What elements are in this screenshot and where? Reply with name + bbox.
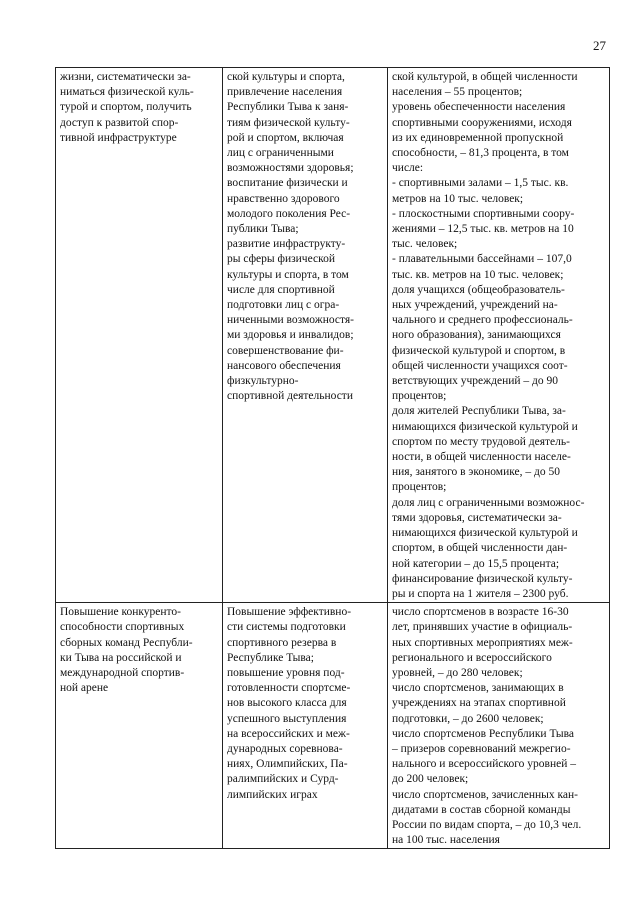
cell-text-line: лимпийских играх: [227, 788, 318, 801]
cell-text-line: спортивного резерва в: [227, 636, 337, 649]
cell-text-line: России по видам спорта, – до 10,3 чел.: [392, 818, 582, 831]
cell-text-line: число спортсменов Республики Тыва: [392, 727, 575, 740]
cell-text-line: возможностями здоровья;: [227, 162, 354, 175]
program-goals-table: [55, 67, 610, 849]
cell-text-line: спортом по месту трудовой деятель-: [392, 435, 570, 448]
cell-text-line: привлечение населения: [227, 86, 343, 99]
cell-text-line: доступ к развитой спор-: [60, 116, 179, 129]
cell-text-line: лет, принявших участие в официаль-: [392, 621, 573, 634]
cell-text-line: нравственно здорового: [227, 192, 340, 205]
cell-text-line: доля учащихся (общеобразователь-: [392, 283, 565, 296]
cell-text-line: физкультурно-: [227, 375, 299, 388]
cell-text-line: из их единовременной пропускной: [392, 131, 564, 144]
cell-text-line: турой и спортом, получить: [60, 101, 192, 114]
cell-text-line: числе:: [392, 162, 424, 175]
page-number: 27: [593, 38, 606, 53]
cell-text-line: ры сферы физической: [227, 253, 335, 266]
cell-text-line: Повышение эффективно-: [227, 606, 352, 619]
cell-text-line: нансового обеспечения: [227, 359, 341, 372]
cell-text-line: – призеров соревнований межрегио-: [392, 742, 571, 755]
cell-text-line: сборных команд Республи-: [60, 636, 193, 649]
cell-text-line: чального и среднего профессиональ-: [392, 314, 573, 327]
cell-text-line: ной категории – до 15,5 процента;: [392, 557, 560, 570]
cell-text-line: Республики Тыва к заня-: [227, 101, 349, 114]
cell-text-line: тивной инфраструктуре: [60, 131, 177, 144]
cell-text-line: ния, занятого в экономике, – до 50: [392, 466, 560, 479]
cell-text-line: ки Тыва на российской и: [60, 651, 182, 664]
cell-text-line: нимающихся физической культурой и: [392, 527, 578, 540]
cell-text-line: регионального и всероссийского: [392, 651, 552, 664]
cell-text-line: ниях, Олимпийских, Па-: [227, 758, 348, 771]
cell-text-line: уровень обеспеченности населения: [392, 101, 566, 114]
cell-text-line: - плавательными бассейнами – 107,0: [392, 253, 572, 266]
cell-text-line: подготовки, – до 2600 человек;: [392, 712, 544, 725]
cell-text-line: международной спортив-: [60, 666, 185, 679]
cell-text-line: процентов;: [392, 390, 447, 403]
cell-text-line: способности, – 81,3 процента, в том: [392, 147, 569, 160]
cell-text-line: нального и всероссийского уровней –: [392, 758, 576, 771]
cell-text-line: Республике Тыва;: [227, 651, 314, 664]
indicators-cell: [388, 68, 610, 603]
cell-text-line: сти системы подготовки: [227, 621, 346, 634]
cell-text-line: тиям физической культу-: [227, 116, 350, 129]
cell-text-line: ралимпийских и Сурд-: [227, 773, 339, 786]
table-row: [56, 603, 610, 849]
cell-text-line: успешного выступления: [227, 712, 347, 725]
cell-text-line: тыс. человек;: [392, 238, 458, 251]
cell-text-line: ской культурой, в общей численности: [392, 71, 578, 83]
cell-text-line: подготовки лиц с огра-: [227, 299, 340, 312]
cell-text-line: жизни, систематически за-: [60, 71, 191, 83]
cell-text-line: числе для спортивной: [227, 283, 335, 296]
cell-text-line: процентов;: [392, 481, 447, 494]
cell-text-line: спортивной деятельности: [227, 390, 353, 403]
tasks-cell: [223, 603, 388, 849]
cell-text-line: ветствующих учреждений – до 90: [392, 375, 559, 388]
cell-text-line: ной арене: [60, 682, 109, 695]
cell-text-line: - спортивными залами – 1,5 тыс. кв.: [392, 177, 569, 190]
cell-text-line: населения – 55 процентов;: [392, 86, 523, 99]
cell-text-line: нимающихся физической культурой и: [392, 420, 578, 433]
cell-text-line: жениями – 12,5 тыс. кв. метров на 10: [392, 223, 574, 236]
cell-text-line: спортом, в общей численности дан-: [392, 542, 568, 555]
cell-text-line: уровней, – до 280 человек;: [392, 666, 523, 679]
indicators-cell: [388, 603, 610, 849]
goal-cell: [56, 603, 223, 849]
cell-text-line: публики Тыва;: [227, 223, 299, 236]
cell-text-line: общей численности учащихся соот-: [392, 359, 568, 372]
cell-text-line: повышение уровня под-: [227, 666, 345, 679]
cell-text-line: на 100 тыс. населения: [392, 834, 500, 847]
goal-cell: [56, 68, 223, 603]
cell-text-line: готовленности спортсме-: [227, 682, 351, 695]
cell-text-line: спортивными сооружениями, исходя: [392, 116, 572, 129]
cell-text-line: воспитание физически и: [227, 177, 348, 190]
cell-text-line: финансирование физической культу-: [392, 572, 573, 585]
cell-text-line: Повышение конкуренто-: [60, 606, 182, 619]
cell-text-line: ности, в общей численности населе-: [392, 451, 571, 464]
cell-text-line: метров на 10 тыс. человек;: [392, 192, 524, 205]
cell-text-line: нов высокого класса для: [227, 697, 347, 710]
cell-text-line: ниченными возможностя-: [227, 314, 354, 327]
cell-text-line: число спортсменов в возрасте 16-30: [392, 606, 569, 619]
cell-text-line: ных учреждений, учреждений на-: [392, 299, 558, 312]
cell-text-line: доля лиц с ограниченными возможнос-: [392, 496, 585, 509]
cell-text-line: число спортсменов, зачисленных кан-: [392, 788, 578, 801]
cell-text-line: доля жителей Республики Тыва, за-: [392, 405, 566, 418]
cell-text-line: совершенствование фи-: [227, 344, 344, 357]
cell-text-line: ми здоровья и инвалидов;: [227, 329, 354, 342]
cell-text-line: - плоскостными спортивными соору-: [392, 207, 575, 220]
cell-text-line: молодого поколения Рес-: [227, 207, 351, 220]
cell-text-line: физической культурой и спортом, в: [392, 344, 566, 357]
cell-text-line: тями здоровья, систематически за-: [392, 511, 562, 524]
cell-text-line: ного образования), занимающихся: [392, 329, 561, 342]
cell-text-line: дународных соревнова-: [227, 742, 343, 755]
cell-text-line: ской культуры и спорта,: [227, 71, 345, 83]
table-row: [56, 68, 610, 603]
cell-text-line: ниматься физической куль-: [60, 86, 194, 99]
cell-text-line: число спортсменов, занимающих в: [392, 682, 564, 695]
cell-text-line: ры и спорта на 1 жителя – 2300 руб.: [392, 587, 569, 600]
cell-text-line: на всероссийских и меж-: [227, 727, 350, 740]
cell-text-line: рой и спортом, включая: [227, 131, 344, 144]
cell-text-line: развитие инфраструкту-: [227, 238, 346, 251]
cell-text-line: лиц с ограниченными: [227, 147, 334, 160]
cell-text-line: до 200 человек;: [392, 773, 469, 786]
cell-text-line: тыс. кв. метров на 10 тыс. человек;: [392, 268, 564, 281]
cell-text-line: учреждениях на этапах спортивной: [392, 697, 566, 710]
cell-text-line: способности спортивных: [60, 621, 185, 634]
tasks-cell: [223, 68, 388, 603]
cell-text-line: культуры и спорта, в том: [227, 268, 349, 281]
cell-text-line: дидатами в состав сборной команды: [392, 803, 571, 816]
cell-text-line: ных спортивных мероприятиях меж-: [392, 636, 573, 649]
